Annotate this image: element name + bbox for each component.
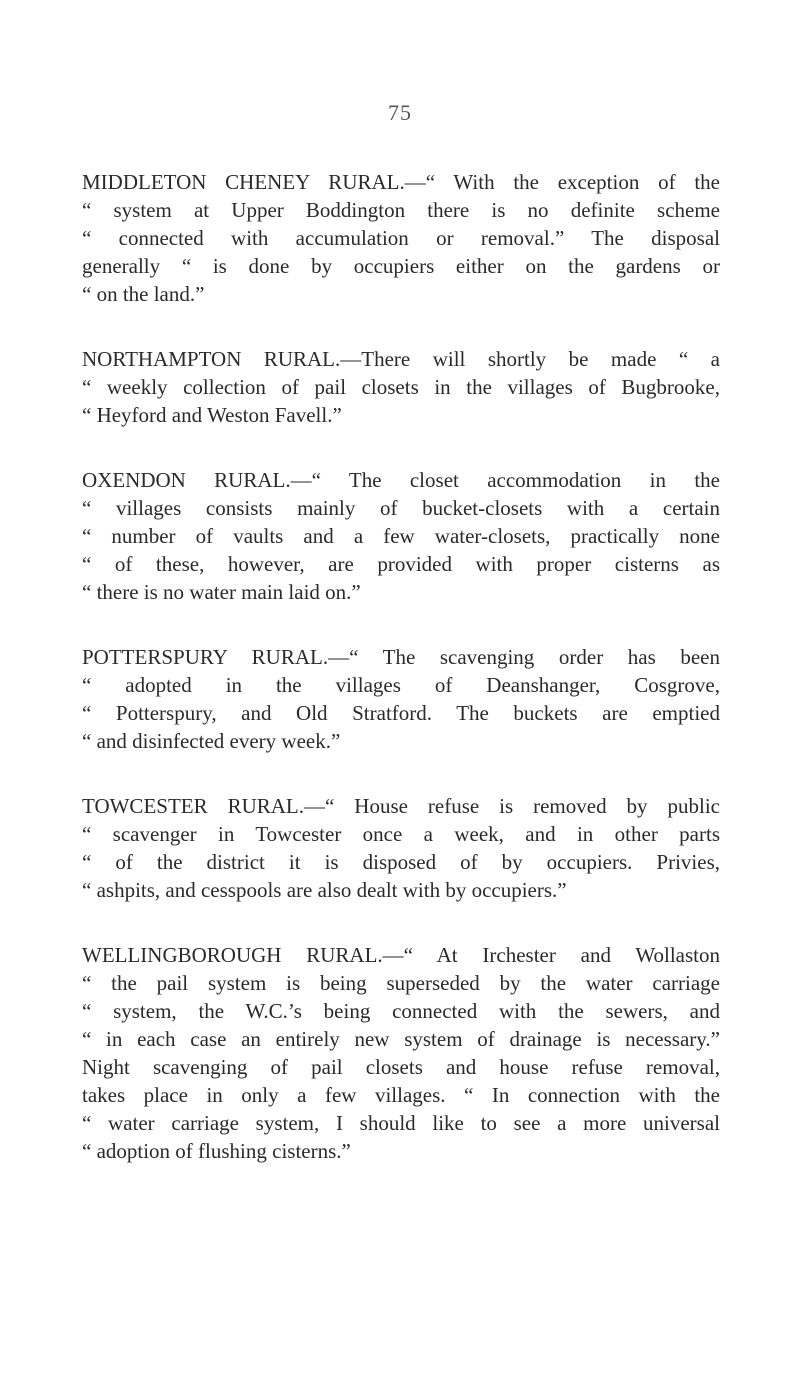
text-line: “ Potterspury, and Old Stratford. The buckets are emptied: [82, 701, 720, 725]
text-line: generally “ is done by occupiers either on the gardens or: [82, 254, 720, 278]
text-line: TOWCESTER RURAL.—“ House refuse is removed by public: [82, 794, 720, 818]
text-line: “ water carriage system, I should like to see a more universal: [82, 1111, 720, 1135]
paragraph-oxendon-rural: [82, 466, 720, 606]
paragraph-wellingborough-rural: [82, 941, 720, 1165]
text-line: “ and disinfected every week.”: [82, 729, 341, 753]
text-line: “ of the district it is disposed of by occupiers. Privies,: [82, 850, 720, 874]
text-line: MIDDLETON CHENEY RURAL.—“ With the exception of the: [82, 170, 720, 194]
text-line: “ on the land.”: [82, 282, 205, 306]
text-line: Night scavenging of pail closets and house refuse removal,: [82, 1055, 720, 1079]
paragraph-middleton-cheney-rural: [82, 168, 720, 308]
text-line: “ system, the W.C.’s being connected with the sewers, and: [82, 999, 720, 1023]
text-line: “ there is no water main laid on.”: [82, 580, 361, 604]
text-line: “ in each case an entirely new system of drainage is necessary.”: [82, 1027, 720, 1051]
text-line: “ the pail system is being superseded by the water carriage: [82, 971, 720, 995]
text-line: “ scavenger in Towcester once a week, and in other parts: [82, 822, 720, 846]
text-line: WELLINGBOROUGH RURAL.—“ At Irchester and Wollaston: [82, 943, 720, 967]
paragraph-northampton-rural: [82, 345, 720, 429]
paragraph-towcester-rural: [82, 792, 720, 904]
text-line: OXENDON RURAL.—“ The closet accommodation in the: [82, 468, 720, 492]
text-line: “ villages consists mainly of bucket-closets with a certain: [82, 496, 720, 520]
paragraph-potterspury-rural: [82, 643, 720, 755]
text-line: “ system at Upper Boddington there is no definite scheme: [82, 198, 720, 222]
text-line: “ of these, however, are provided with proper cisterns as: [82, 552, 720, 576]
text-line: “ ashpits, and cesspools are also dealt with by occupiers.”: [82, 878, 567, 902]
text-line: NORTHAMPTON RURAL.—There will shortly be made “ a: [82, 347, 720, 371]
text-line: “ adoption of flushing cisterns.”: [82, 1139, 351, 1163]
text-line: “ weekly collection of pail closets in the villages of Bugbrooke,: [82, 375, 720, 399]
page-number: 75: [388, 100, 412, 125]
text-line: takes place in only a few villages. “ In connection with the: [82, 1083, 720, 1107]
text-line: “ connected with accumulation or removal.” The disposal: [82, 226, 720, 250]
text-line: POTTERSPURY RURAL.—“ The scavenging order has been: [82, 645, 720, 669]
text-line: “ adopted in the villages of Deanshanger, Cosgrove,: [82, 673, 720, 697]
text-line: “ Heyford and Weston Favell.”: [82, 403, 342, 427]
document-body: [82, 168, 720, 1202]
text-line: “ number of vaults and a few water-closets, practically none: [82, 524, 720, 548]
